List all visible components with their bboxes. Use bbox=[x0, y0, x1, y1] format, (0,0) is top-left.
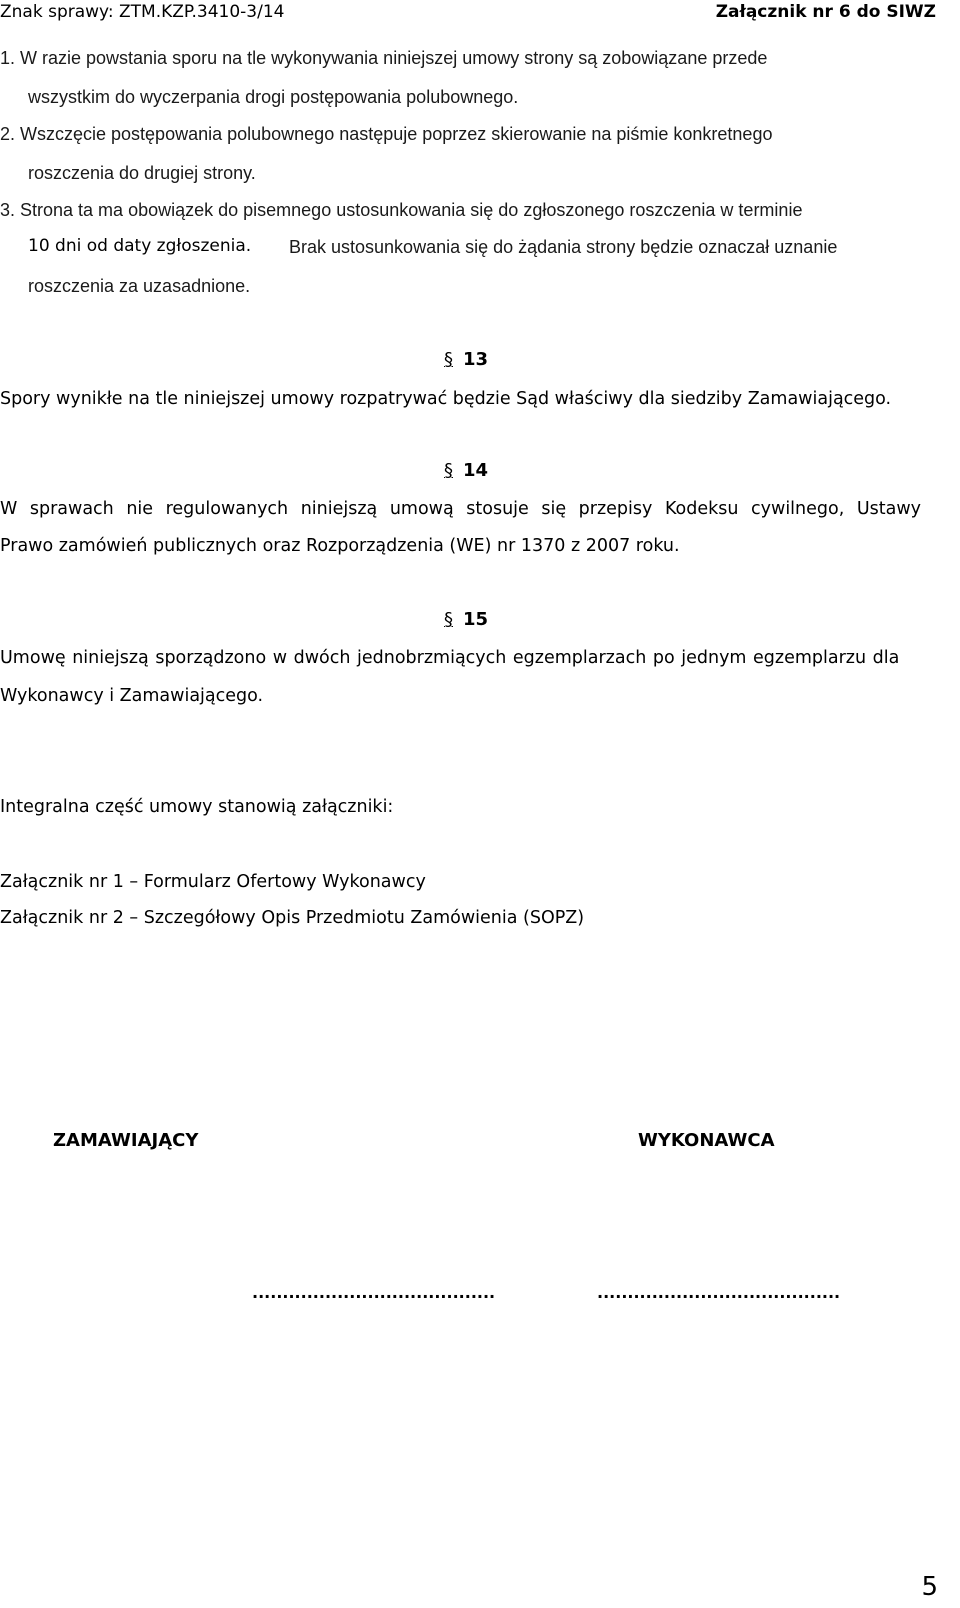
signature-label-zamawiajacy: ZAMAWIAJĄCY bbox=[53, 1130, 199, 1151]
section-14-text-line2: Prawo zamówień publicznych oraz Rozporządzenia (WE) nr 1370 z 2007 roku. bbox=[0, 536, 680, 556]
signature-line-left: ........................................ bbox=[252, 1283, 496, 1302]
section-13-heading bbox=[444, 349, 488, 370]
section-15-heading bbox=[444, 609, 488, 630]
dispute-clause-3-line2a: 10 dni od daty zgłoszenia. bbox=[28, 236, 252, 256]
attachment-item-1: Załącznik nr 1 – Formularz Ofertowy Wykonawcy bbox=[0, 872, 426, 892]
dispute-clause-1-line2: wszystkim do wyczerpania drogi postępowania polubownego. bbox=[28, 87, 519, 107]
attachment-label: Załącznik nr 6 do SIWZ bbox=[715, 2, 936, 22]
dispute-clause-1-line1: 1. W razie powstania sporu na tle wykonywania niniejszej umowy strony są zobowiązane przede bbox=[0, 48, 768, 68]
dispute-clause-3-line3: roszczenia za uzasadnione. bbox=[28, 276, 251, 296]
attachments-intro: Integralna część umowy stanowią załączniki: bbox=[0, 797, 394, 817]
section-15-text-line1: Umowę niniejszą sporządzono w dwóch jednobrzmiących egzemplarzach po jednym egzemplarzu dla bbox=[0, 648, 900, 668]
section-number: 13 bbox=[463, 349, 489, 370]
dispute-clause-2-line2: roszczenia do drugiej strony. bbox=[28, 163, 256, 183]
section-13-text: Spory wynikłe na tle niniejszej umowy rozpatrywać będzie Sąd właściwy dla siedziby Zamawiającego. bbox=[0, 389, 892, 409]
section-mark: § bbox=[444, 349, 453, 370]
signature-label-wykonawca: WYKONAWCA bbox=[638, 1130, 775, 1151]
attachment-item-2: Załącznik nr 2 – Szczegółowy Opis Przedmiotu Zamówienia (SOPZ) bbox=[0, 908, 585, 928]
section-14-heading bbox=[444, 460, 488, 481]
dispute-clause-3-line2b: Brak ustosunkowania się do żądania strony będzie oznaczał uznanie bbox=[289, 237, 838, 257]
section-number: 15 bbox=[463, 609, 489, 630]
section-mark: § bbox=[444, 609, 453, 630]
section-15-text-line2: Wykonawcy i Zamawiającego. bbox=[0, 686, 264, 706]
section-14-text-line1: W sprawach nie regulowanych niniejszą umową stosuje się przepisy Kodeksu cywilnego, Ustawy bbox=[0, 499, 922, 519]
page-number: 5 bbox=[921, 1572, 938, 1602]
case-reference: Znak sprawy: ZTM.KZP.3410-3/14 bbox=[0, 2, 285, 22]
signature-line-right: ........................................ bbox=[597, 1283, 841, 1302]
section-number: 14 bbox=[463, 460, 489, 481]
dispute-clause-2-line1: 2. Wszczęcie postępowania polubownego następuje poprzez skierowanie na piśmie konkretnego bbox=[0, 124, 773, 144]
section-mark: § bbox=[444, 460, 453, 481]
dispute-clause-3-line1: 3. Strona ta ma obowiązek do pisemnego ustosunkowania się do zgłoszonego roszczenia w terminie bbox=[0, 200, 803, 220]
